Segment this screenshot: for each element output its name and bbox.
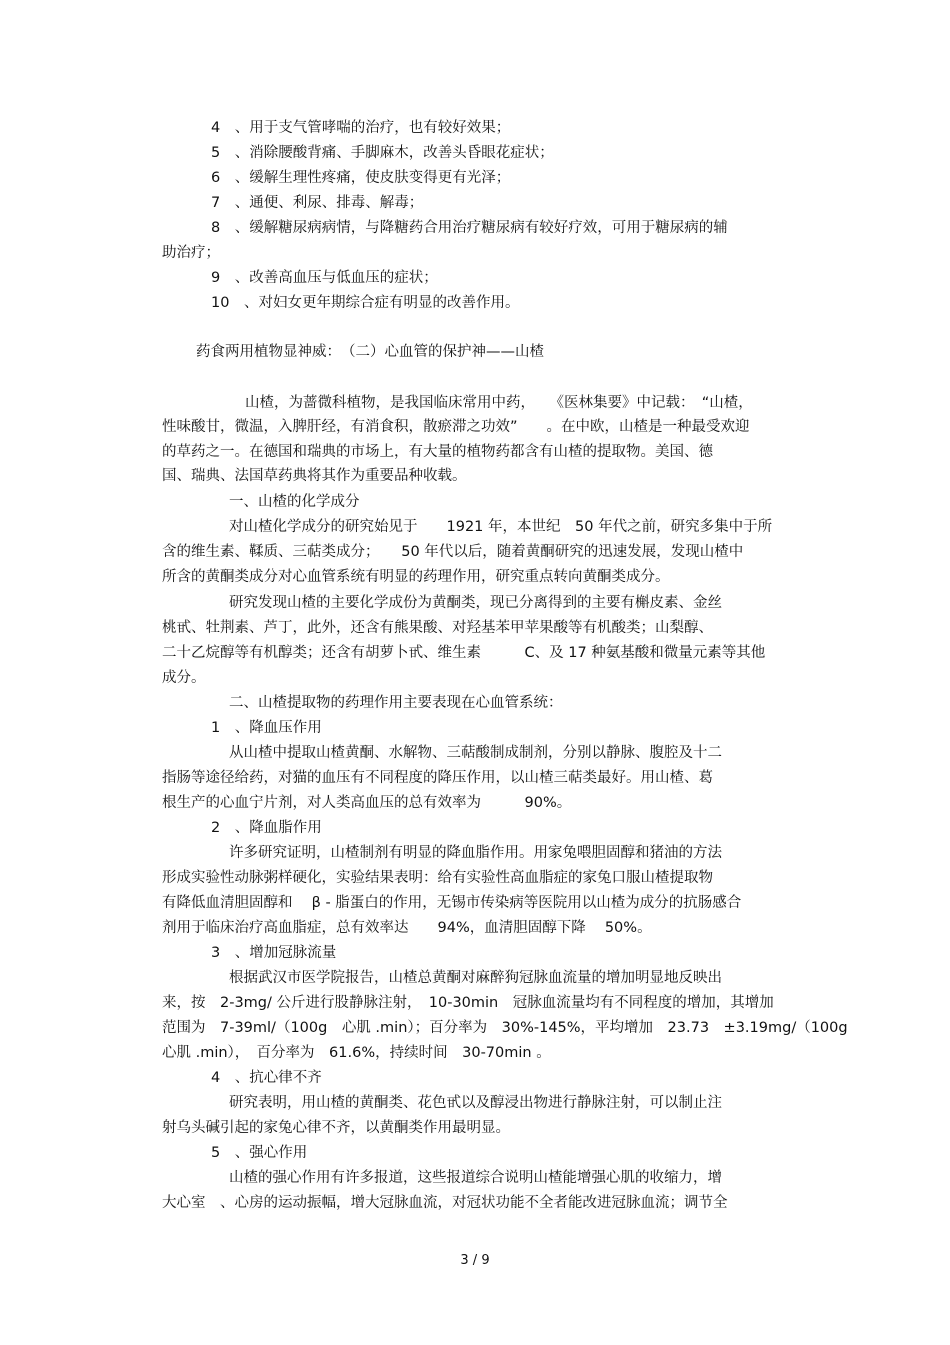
paragraph-line: 许多研究证明，山楂制剂有明显的降血脂作用。用家兔喂胆固醇和猪油的方法 bbox=[229, 845, 722, 861]
paragraph-line: 范围为 7-39ml/（100g 心肌 .min）；百分率为 30%-145%，平均增加 23.73 ±3.19mg/（100g bbox=[162, 1020, 848, 1036]
list-item-10: 10 、对妇女更年期综合症有明显的改善作用。 bbox=[211, 295, 520, 311]
intro-line: 国、瑞典、法国草药典将其作为重要品种收载。 bbox=[162, 468, 467, 484]
paragraph-line: 对山楂化学成分的研究始见于 1921 年，本世纪 50 年代之前，研究多集中于所 bbox=[229, 519, 773, 535]
paragraph-line: 心肌 .min）， 百分率为 61.6%，持续时间 30-70min 。 bbox=[162, 1045, 551, 1061]
list-item-8: 8 、缓解糖尿病病情，与降糖药合用治疗糖尿病有较好疗效，可用于糖尿病的辅 bbox=[211, 220, 728, 236]
effect-title: 2 、降血脂作用 bbox=[211, 820, 322, 836]
list-item-6: 6 、缓解生理性疼痛，使皮肤变得更有光泽； bbox=[211, 170, 511, 186]
paragraph-line: 剂用于临床治疗高血脂症，总有效率达 94%，血清胆固醇下降 50%。 bbox=[162, 920, 652, 936]
intro-line: 性味酸甘，微温，入脾肝经，有消食积，散瘀滞之功效” 。在中欧，山楂是一种最受欢迎 bbox=[162, 419, 750, 435]
page-number: 3 / 9 bbox=[460, 1253, 490, 1268]
paragraph-line: 所含的黄酮类成分对心血管系统有明显的药理作用，研究重点转向黄酮类成分。 bbox=[162, 569, 670, 585]
paragraph-line: 从山楂中提取山楂黄酮、水解物、三萜酸制成制剂，分别以静脉、腹腔及十二 bbox=[229, 745, 722, 761]
paragraph-line: 形成实验性动脉粥样硬化，实验结果表明：给有实验性高血脂症的家兔口服山楂提取物 bbox=[162, 870, 713, 886]
paragraph-line: 桃甙、牡荆素、芦丁，此外，还含有熊果酸、对羟基苯甲苹果酸等有机酸类；山梨醇、 bbox=[162, 620, 713, 636]
paragraph-line: 含的维生素、鞣质、三萜类成分； 50 年代以后，随着黄酮研究的迅速发展，发现山楂中 bbox=[162, 544, 744, 560]
list-item-7: 7 、通便、利尿、排毒、解毒； bbox=[211, 195, 424, 211]
effect-title: 4 、抗心律不齐 bbox=[211, 1070, 322, 1086]
paragraph-line: 来，按 2-3mg/ 公斤进行股静脉注射， 10-30min 冠脉血流量均有不同程度的增加，其增加 bbox=[162, 995, 774, 1011]
section-title: 药食两用植物显神威： （二）心血管的保护神——山楂 bbox=[196, 344, 544, 360]
paragraph-line: 根据武汉市医学院报告，山楂总黄酮对麻醉狗冠脉血流量的增加明显地反映出 bbox=[229, 970, 722, 986]
paragraph-line: 山楂的强心作用有许多报道，这些报道综合说明山楂能增强心肌的收缩力，增 bbox=[229, 1170, 722, 1186]
effect-title: 1 、降血压作用 bbox=[211, 720, 322, 736]
paragraph-line: 研究表明，用山楂的黄酮类、花色甙以及醇浸出物进行静脉注射，可以制止注 bbox=[229, 1095, 722, 1111]
effect-title: 3 、增加冠脉流量 bbox=[211, 945, 337, 961]
effect-title: 5 、强心作用 bbox=[211, 1145, 308, 1161]
paragraph-line: 射乌头碱引起的家兔心律不齐，以黄酮类作用最明显。 bbox=[162, 1120, 510, 1136]
paragraph-line: 根生产的心血宁片剂，对人类高血压的总有效率为 90%。 bbox=[162, 795, 572, 811]
intro-line: 的草药之一。在德国和瑞典的市场上，有大量的植物药都含有山楂的提取物。美国、德 bbox=[162, 444, 713, 460]
list-item-5: 5 、消除腰酸背痛、手脚麻木，改善头昏眼花症状； bbox=[211, 145, 554, 161]
paragraph-line: 指肠等途径给药，对猫的血压有不同程度的降压作用，以山楂三萜类最好。用山楂、葛 bbox=[162, 770, 713, 786]
list-item-4: 4 、用于支气管哮喘的治疗，也有较好效果； bbox=[211, 120, 511, 136]
paragraph-line: 有降低血清胆固醇和 β - 脂蛋白的作用，无锡市传染病等医院用以山楂为成分的抗肠感合 bbox=[162, 895, 742, 911]
paragraph-line: 研究发现山楂的主要化学成份为黄酮类，现已分离得到的主要有槲皮素、金丝 bbox=[229, 595, 722, 611]
heading-chemical-composition: 一、山楂的化学成分 bbox=[229, 494, 360, 510]
paragraph-line: 成分。 bbox=[162, 670, 206, 686]
heading-pharmacology: 二、山楂提取物的药理作用主要表现在心血管系统： bbox=[229, 695, 563, 711]
paragraph-line: 二十乙烷醇等有机醇类；还含有胡萝卜甙、维生素 C、及 17 种氨基酸和微量元素等其他 bbox=[162, 645, 766, 661]
paragraph-line: 大心室 、心房的运动振幅，增大冠脉血流，对冠状功能不全者能改进冠脉血流；调节全 bbox=[162, 1195, 728, 1211]
list-item-9: 9 、改善高血压与低血压的症状； bbox=[211, 270, 438, 286]
intro-line: 山楂，为蔷微科植物，是我国临床常用中药， 《医林集要》中记载： “山楂， bbox=[245, 395, 753, 411]
list-item-8-cont: 助治疗； bbox=[162, 245, 220, 261]
